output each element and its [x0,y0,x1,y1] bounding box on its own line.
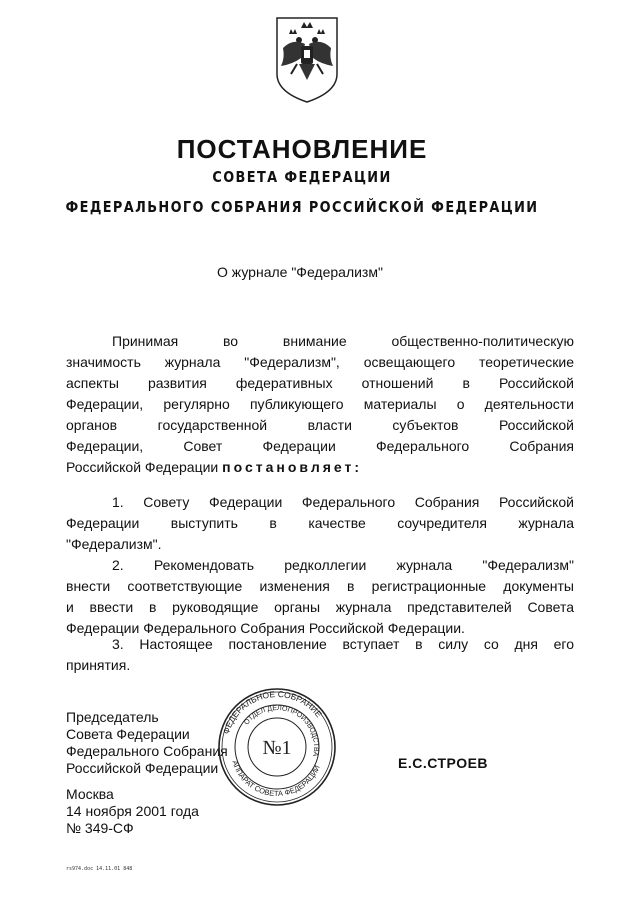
state-emblem-icon [271,14,343,106]
signature-role-line1: Председатель [66,709,159,725]
preamble-line-4: Федерации, регулярно публикующего материалы о деятельности [66,396,574,412]
item-3-line-1: 3. Настоящее постановление вступает в силу со дня его [112,636,574,652]
preamble-word: внимание [282,333,347,349]
place-date-block [66,786,199,837]
file-reference-code: rs974.doc 14.11.01 848 [66,866,133,872]
item-2-line-3: и ввести в руководящие органы журнала представителей Совета [66,599,574,615]
document-number: № 349-СФ [66,820,134,836]
item-1 [66,492,574,555]
official-stamp [216,686,338,808]
preamble-line-5: органов государственной власти субъектов Российской [66,417,574,433]
document-subtitle-line1: СОВЕТА ФЕДЕРАЦИИ [212,168,392,186]
document-subtitle-line2: ФЕДЕРАЛЬНОГО СОБРАНИЯ РОССИЙСКОЙ ФЕДЕРАЦИИ [65,198,539,216]
preamble-word: Принимая [112,333,179,349]
preamble-line-7 [66,457,574,478]
preamble-word: во [223,333,239,349]
preamble-line-6: Федерации, Совет Федерации Федерального Собрания [66,438,574,454]
stamp-top-text: ФЕДЕРАЛЬНОЕ СОБРАНИЕ [220,688,325,736]
signature-role-line4: Российской Федерации [66,760,219,776]
stamp-bottom-text: АППАРАТ СОВЕТА ФЕДЕРАЦИИ [230,759,322,799]
item-2 [66,555,574,639]
item-3-line-2: принятия. [66,657,131,673]
stamp-center-number: №1 [262,737,292,759]
item-2-line-2: внести соответствующие изменения в регистрационные документы [66,578,574,594]
item-3 [66,634,574,676]
preamble-line-1 [66,331,574,352]
item-2-line-4: Федерации Федерального Собрания Российской Федерации. [66,620,465,636]
decree-word: постановляет: [222,459,363,475]
stamp-ring-text: ОТДЕЛ ДЕЛОПРОИЗВОДСТВА [243,704,320,757]
signature-role-line2: Совета Федерации [66,726,190,742]
place-city: Москва [66,786,114,802]
document-title: ПОСТАНОВЛЕНИЕ [176,134,428,164]
item-1-line-2: Федерации выступить в качестве соучредителя журнала [66,515,574,531]
document-subject: О журнале "Федерализм" [217,264,383,280]
preamble-paragraph [66,331,574,478]
preamble-word: общественно-политическую [391,333,574,349]
signature-role [66,709,228,777]
item-1-line-3: "Федерализм". [66,536,162,552]
preamble-line-3: аспекты развития федеративных отношений в Российской [66,375,574,391]
item-2-line-1: 2. Рекомендовать редколлегии журнала "Федерализм" [112,557,574,573]
item-1-line-1: 1. Совету Федерации Федерального Собрания Российской [112,494,574,510]
preamble-text: Российской Федерации [66,459,219,475]
document-date: 14 ноября 2001 года [66,803,199,819]
signature-role-line3: Федерального Собрания [66,743,228,759]
preamble-line-2: значимость журнала "Федерализм", освещающего теоретические [66,354,574,370]
signer-name: Е.С.СТРОЕВ [398,755,489,771]
